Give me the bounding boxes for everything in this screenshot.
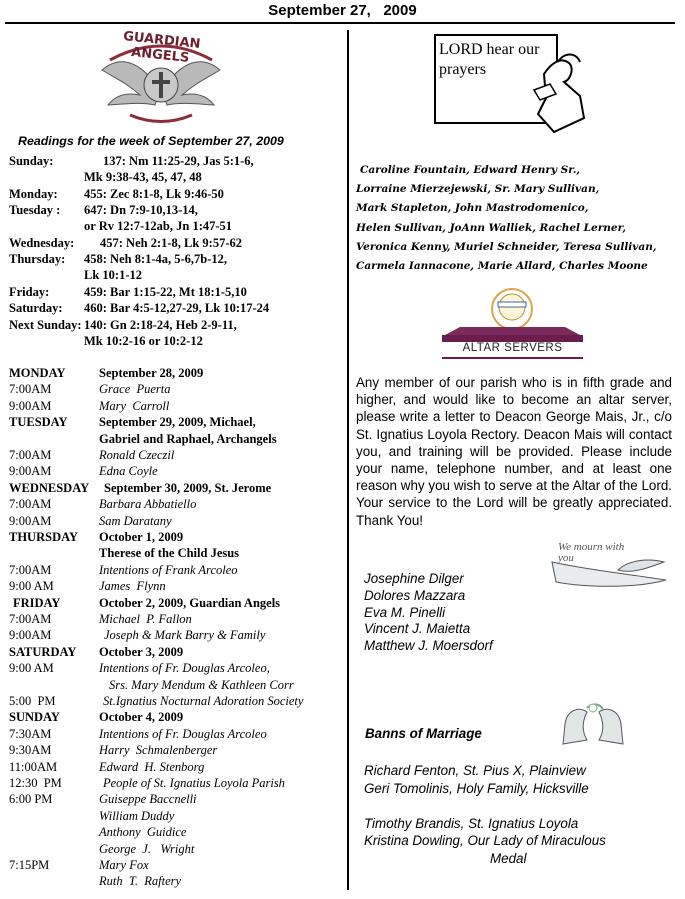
reading-text: 460: Bar 4:5-12,27-29, Lk 10:17-24 <box>84 301 270 315</box>
mass-time: 7:00AM <box>9 562 52 577</box>
reading-day: Saturday: <box>9 301 63 315</box>
altar-servers-label: ALTAR SERVERS <box>462 342 563 354</box>
mass-intention: Sam Daratany <box>99 513 172 528</box>
mass-intention: Michael P. Fallon <box>99 612 192 626</box>
mass-day: TUESDAY <box>9 415 68 430</box>
mourn-name: Dolores Mazzara <box>364 587 466 603</box>
header-rule <box>5 22 675 24</box>
mass-time: 9:00AM <box>9 464 52 479</box>
mass-time: 9:00 AM <box>9 661 54 676</box>
reading-text: 647: Dn 7:9-10,13-14, <box>84 203 198 217</box>
mass-time: 11:00AM <box>9 759 58 774</box>
mass-time: 9:00 AM <box>9 579 54 594</box>
mass-intention: Ronald Czeczil <box>99 448 175 462</box>
mass-intention: Mary Carroll <box>99 398 170 413</box>
readings-title: Readings for the week of September 27, 2009 <box>18 134 284 148</box>
wedding-bells-graphic <box>557 700 629 752</box>
mass-time: 9:00AM <box>9 513 52 528</box>
mourn-name: Vincent J. Maietta <box>364 621 471 637</box>
mass-intention: Joseph & Mark Barry & Family <box>104 628 266 643</box>
mass-day-date: October 1, 2009 <box>99 530 184 544</box>
reading-day: Friday: <box>9 285 50 299</box>
mass-day-date: September 28, 2009 <box>99 366 204 380</box>
banns-line: Geri Tomolinis, Holy Family, Hicksville <box>364 780 589 796</box>
reading-day: Sunday: <box>9 154 54 168</box>
mourn-name: Josephine Dilger <box>364 571 464 586</box>
mass-day-date: October 3, 2009 <box>99 644 184 659</box>
guardian-angels-logo-text: GUARDIAN ANGELS <box>122 29 202 66</box>
lord-hear-our-prayers-logo <box>434 34 594 134</box>
mass-day-date: September 29, 2009, Michael, <box>99 415 256 430</box>
mass-intention: Anthony Guidice <box>99 825 187 840</box>
we-mourn-text: We mourn with you <box>558 541 625 564</box>
mass-day: MONDAY <box>9 366 66 380</box>
mass-intention: Srs. Mary Mendum & Kathleen Corr <box>109 677 294 692</box>
mass-day: WEDNESDAY <box>9 480 90 495</box>
mass-day: FRIDAY <box>13 595 61 610</box>
mass-time: 7:00AM <box>9 448 52 462</box>
mass-time: 6:00 PM <box>9 792 53 807</box>
mass-intention: Intentions of Frank Arcoleo <box>99 562 238 577</box>
prayer-name: Lorraine Mierzejewski, Sr. Mary Sullivan, <box>356 183 600 196</box>
mass-time: 7:15PM <box>9 858 50 872</box>
mass-intention: Harry Schmalenberger <box>99 743 218 758</box>
mass-time: 7:30AM <box>9 726 52 741</box>
altar-servers-logo <box>440 287 585 362</box>
mass-time: 12:30 PM <box>9 776 62 790</box>
mass-time: 9:30AM <box>9 743 52 758</box>
page-date: September 27, 2009 <box>268 2 417 19</box>
prayer-name: Caroline Fountain, Edward Henry Sr., <box>360 164 581 176</box>
reading-text: 457: Neh 2:1-8, Lk 9:57-62 <box>100 236 243 250</box>
mass-time: 7:00AM <box>9 612 52 626</box>
prayer-name: Mark Stapleton, John Mastrodomenico, <box>356 202 589 215</box>
mass-intention: Barbara Abbatiello <box>99 497 197 512</box>
mass-intention: Mary Fox <box>99 858 149 872</box>
mass-intention: Intentions of Fr. Douglas Arcoleo, <box>99 661 270 676</box>
mass-intention: Edna Coyle <box>99 464 158 479</box>
reading-day: Monday: <box>9 187 58 201</box>
reading-text: 137: Nm 11:25-29, Jas 5:1-6, <box>103 154 254 168</box>
mass-day-date: October 4, 2009 <box>99 710 184 725</box>
reading-text: or Rv 12:7-12ab, Jn 1:47-51 <box>84 219 233 233</box>
mass-intention: George J. Wright <box>99 841 195 856</box>
altar-server-notice: Any member of our parish who is in fifth grade and higher, and would like to become an altar server, please write a letter to Deacon George Mais, Jr., c/o St. Ignatius Loyola Rectory. Deacon Mais will contact you, and training will be provided. Please include your name, telephone number, and at least one reason why you wish to serve at the Altar of the Lord. Your service to the Lord will be greatly appreciated. Thank You! <box>356 375 672 528</box>
column-divider <box>347 30 349 890</box>
mass-time: 5:00 PM <box>9 694 56 708</box>
prayer-name: Veronica Kenny, Muriel Schneider, Teresa Sullivan, <box>356 240 657 253</box>
prayer-name: Helen Sullivan, JoAnn Walliek, Rachel Lerner, <box>356 221 627 234</box>
lord-hear-our-prayers-text: LORD hear our prayers <box>439 41 540 78</box>
mass-intention: Ruth T. Raftery <box>99 874 182 889</box>
mourn-name: Eva M. Pinelli <box>364 604 446 620</box>
mass-intention: Intentions of Fr. Douglas Arcoleo <box>99 726 267 741</box>
banns-line: Medal <box>490 850 527 866</box>
guardian-angels-logo <box>100 30 222 130</box>
reading-text: Mk 9:38-43, 45, 47, 48 <box>84 170 202 184</box>
mass-intention: William Duddy <box>99 808 175 823</box>
mass-intention: Edward H. Stenborg <box>99 759 205 774</box>
mass-day: SUNDAY <box>9 710 60 725</box>
reading-text: 140: Gn 2:18-24, Heb 2-9-11, <box>84 318 237 332</box>
reading-day: Wednesday: <box>9 236 75 250</box>
mass-intention: People of St. Ignatius Loyola Parish <box>103 776 285 790</box>
reading-text: Lk 10:1-12 <box>84 268 142 282</box>
mass-intention: St.Ignatius Nocturnal Adoration Society <box>103 694 304 708</box>
mass-time: 9:00AM <box>9 628 52 643</box>
mass-day-date: September 30, 2009, St. Jerome <box>104 480 272 495</box>
mass-day: THURSDAY <box>9 530 79 544</box>
mourn-name: Matthew J. Moersdorf <box>364 638 493 654</box>
reading-text: Mk 10:2-16 or 10:2-12 <box>84 334 203 348</box>
mass-day: SATURDAY <box>9 644 77 659</box>
banns-title: Banns of Marriage <box>365 726 482 741</box>
mass-day-date: Therese of the Child Jesus <box>99 546 240 561</box>
mass-day-date: Gabriel and Raphael, Archangels <box>99 431 277 446</box>
prayer-name: Carmela Iannacone, Marie Allard, Charles Moone <box>356 260 648 272</box>
banns-line: Timothy Brandis, St. Ignatius Loyola <box>364 815 579 831</box>
mass-time: 7:00AM <box>9 497 52 512</box>
mass-intention: Grace Puerta <box>99 382 171 397</box>
reading-day: Tuesday : <box>9 203 61 217</box>
banns-line: Richard Fenton, St. Pius X, Plainview <box>364 763 586 778</box>
reading-text: 458: Neh 8:1-4a, 5-6,7b-12, <box>84 252 228 266</box>
mass-time: 7:00AM <box>9 382 52 397</box>
mass-time: 9:00AM <box>9 398 52 413</box>
reading-text: 459: Bar 1:15-22, Mt 18:1-5,10 <box>84 285 247 299</box>
banns-line: Kristina Dowling, Our Lady of Miraculous <box>364 833 606 848</box>
mass-day-date: October 2, 2009, Guardian Angels <box>99 595 281 610</box>
reading-day: Thursday: <box>9 252 66 266</box>
we-mourn-graphic <box>548 540 672 592</box>
reading-day: Next Sunday: <box>9 318 82 332</box>
mass-intention: Guiseppe Baccnelli <box>99 792 197 807</box>
mass-intention: James Flynn <box>99 579 166 594</box>
reading-text: 455: Zec 8:1-8, Lk 9:46-50 <box>84 187 224 201</box>
